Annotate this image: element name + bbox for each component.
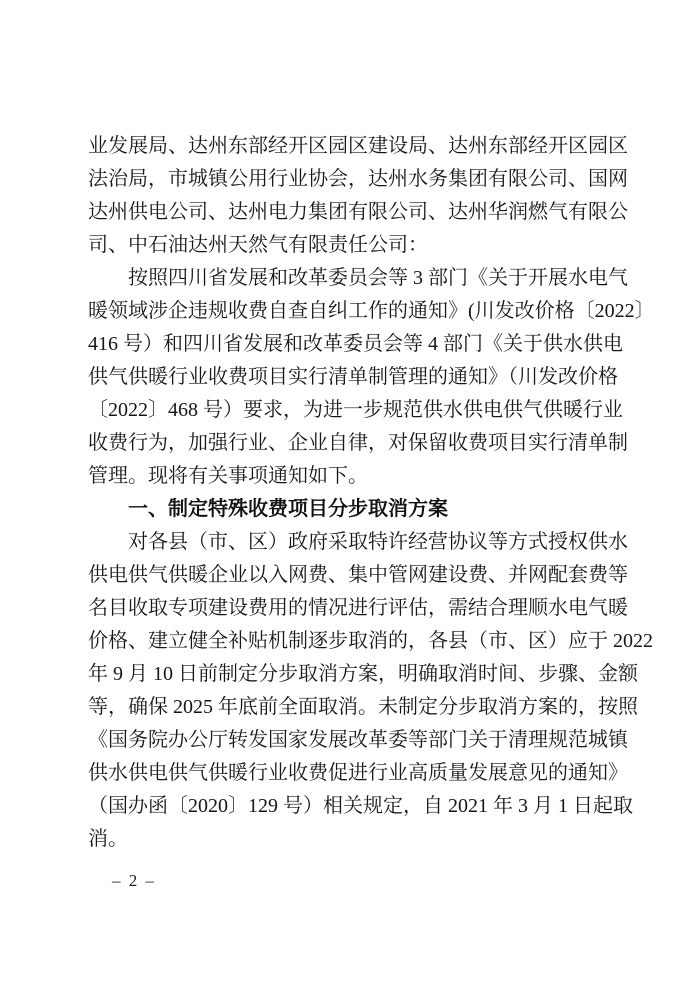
body-line: 收费行为，加强行业、企业自律，对保留收费项目实行清单制: [88, 432, 628, 454]
body-line: 供气供暖行业收费项目实行清单制管理的通知》（川发改价格: [88, 366, 618, 388]
body-line: 价格、建立健全补贴机制逐步取消的，各县（市、区）应于 2022: [88, 630, 653, 652]
body-line: 达州供电公司、达州电力集团有限公司、达州华润燃气有限公: [88, 201, 628, 223]
body-line: 对各县（市、区）政府采取特许经营协议等方式授权供水: [128, 531, 628, 553]
body-line: 暖领域涉企违规收费自查自纠工作的通知》(川发改价格〔2022〕: [88, 300, 655, 322]
body-line: 管理。现将有关事项通知如下。: [88, 465, 368, 487]
body-line: 业发展局、达州东部经开区园区建设局、达州东部经开区园区: [88, 135, 628, 157]
body-line: 《国务院办公厅转发国家发展改革委等部门关于清理规范城镇: [88, 729, 628, 751]
body-line: 法治局，市城镇公用行业协会，达州水务集团有限公司、国网: [88, 168, 628, 190]
body-line: （国办函〔2020〕129 号）相关规定，自 2021 年 3 月 1 日起取: [88, 795, 633, 817]
section-heading: 一、制定特殊收费项目分步取消方案: [128, 498, 448, 520]
body-line: 按照四川省发展和改革委员会等 3 部门《关于开展水电气: [128, 267, 628, 289]
body-line: 416 号）和四川省发展和改革委员会等 4 部门《关于供水供电: [88, 333, 623, 355]
body-line: 消。: [88, 828, 128, 850]
body-line: 司、中石油达州天然气有限责任公司：: [88, 234, 428, 256]
body-line: 供水供电供气供暖行业收费促进行业高质量发展意见的通知》: [88, 762, 628, 784]
body-line: 等，确保 2025 年底前全面取消。未制定分步取消方案的，按照: [88, 696, 638, 718]
body-line: 年 9 月 10 日前制定分步取消方案，明确取消时间、步骤、金额: [88, 663, 638, 685]
body-line: 供电供气供暖企业以入网费、集中管网建设费、并网配套费等: [88, 564, 628, 586]
document-text-block: [88, 130, 655, 856]
page-number: – 2 –: [112, 871, 156, 890]
body-line: 名目收取专项建设费用的情况进行评估，需结合理顺水电气暖: [88, 597, 628, 619]
body-line: 〔2022〕468 号）要求，为进一步规范供水供电供气供暖行业: [88, 399, 623, 421]
